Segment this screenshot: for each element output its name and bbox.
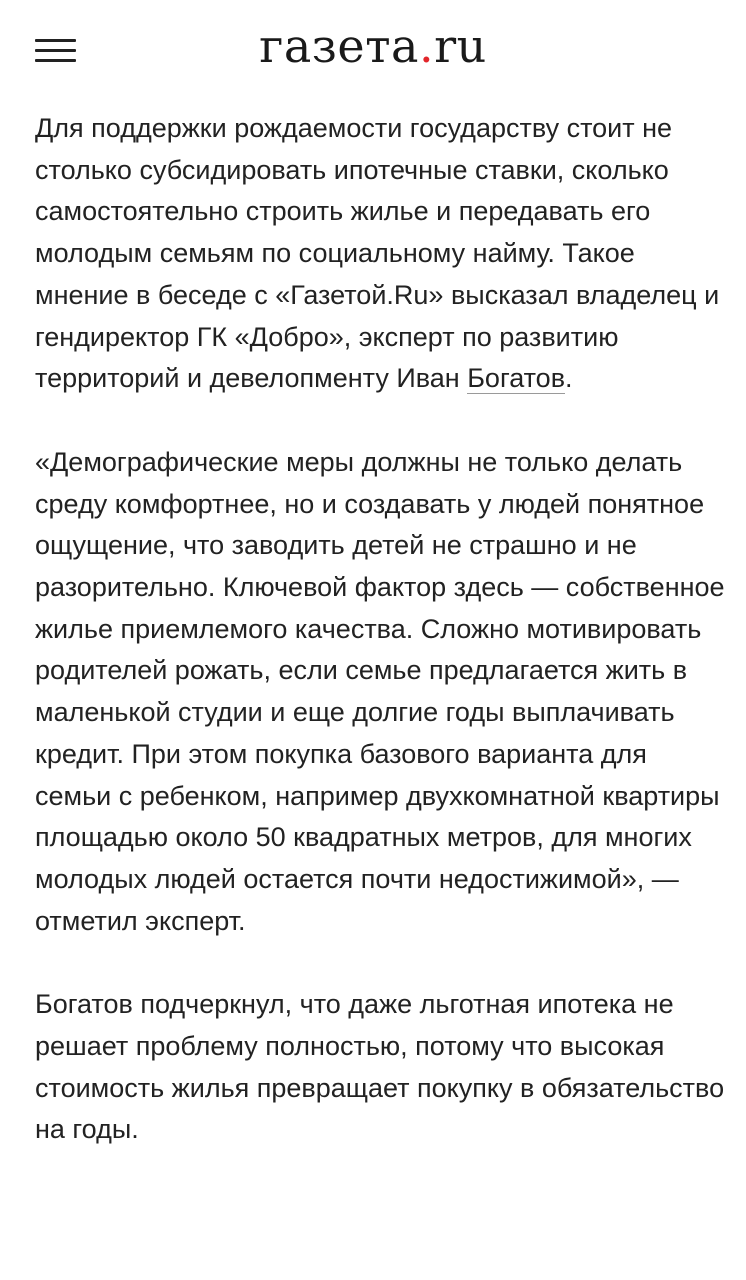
article-paragraph-2: «Демографические меры должны не только делать среду комфортнее, но и создавать у людей понятное ощущение, что заводить детей не страшно и не разорительно. Ключевой фактор здесь — собственное жилье приемлемого качества. Сложно мотивировать родителей рожать, если семье предлагается жить в маленькой студии и еще долгие годы выплачивать кредит. При этом покупка базового варианта для семьи с ребенком, например двухкомнатной квартиры площадью около 50 квадратных метров, для многих молодых людей остается почти недостижимой», — отметил эксперт.	[35, 446, 725, 936]
logo-prefix: газета	[259, 19, 419, 73]
site-header	[0, 0, 746, 96]
paragraph-1-end: .	[565, 363, 573, 394]
logo-dot: .	[418, 19, 435, 73]
logo-suffix: ru	[434, 19, 487, 73]
article-paragraph-1	[35, 108, 725, 400]
article-body	[35, 108, 725, 1193]
paragraph-1-text: Для поддержки рождаемости государству стоит не столько субсидировать ипотечные ставки, сколько самостоятельно строить жилье и передавать его молодым семьям по социальному найму. Такое мнение в беседе с «Газетой.Ru» высказал владелец и гендиректор ГК «Добро», эксперт по развитию территорий и девелопменту Иван	[35, 113, 720, 394]
site-logo[interactable]	[0, 18, 746, 74]
article-paragraph-3: Богатов подчеркнул, что даже льготная ипотека не решает проблему полностью, потому что высокая стоимость жилья превращает покупку в обязательство на годы.	[35, 989, 725, 1145]
author-link[interactable]: Богатов	[467, 363, 566, 394]
